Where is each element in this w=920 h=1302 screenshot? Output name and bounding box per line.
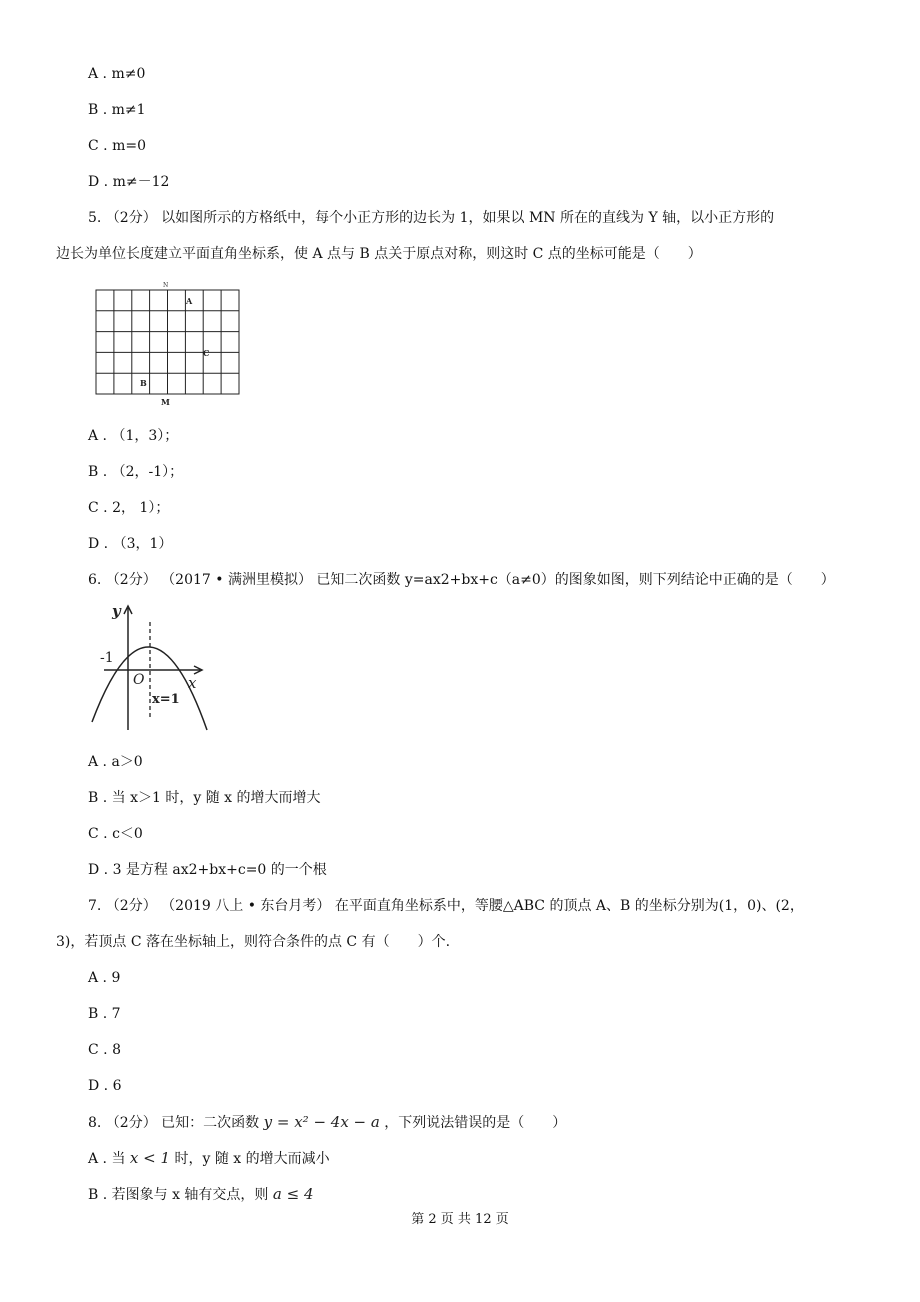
q4-option-d: D . m≠－12 [88, 174, 170, 190]
q7-option-d: D . 6 [88, 1078, 122, 1094]
label-origin: O [133, 672, 145, 688]
q8-option-a-prefix: A . 当 [88, 1151, 126, 1167]
q7-option-b: B . 7 [88, 1006, 121, 1022]
q8-option-b-formula: a ≤ 4 [272, 1185, 314, 1203]
q8-stem-prefix: 8. （2分） 已知：二次函数 [88, 1115, 260, 1131]
q4-option-b: B . m≠1 [88, 102, 146, 118]
q7-option-a: A . 9 [88, 970, 121, 986]
label-axis-x1: x=1 [152, 692, 180, 707]
q7-option-c: C . 8 [88, 1042, 121, 1058]
q5-option-c: C . 2， 1）； [88, 500, 170, 516]
q8-formula: y = x² − 4x − a [263, 1113, 380, 1131]
grid-lines [96, 290, 239, 394]
q8-option-a-suffix: 时，y 随 x 的增大而减小 [174, 1151, 330, 1167]
grid-label-n: N [163, 282, 169, 289]
q5-grid-figure [90, 282, 245, 410]
q6-option-b: B . 当 x＞1 时，y 随 x 的增大而增大 [88, 790, 321, 806]
q7-stem-line2: 3)，若顶点 C 落在坐标轴上，则符合条件的点 C 有（ ）个. [56, 934, 451, 950]
grid-label-c: C [203, 348, 210, 358]
label-y: y [112, 602, 121, 620]
q7-stem-line1: 7. （2分） （2019 八上 • 东台月考） 在平面直角坐标系中，等腰△ABC 的顶点 A、B 的坐标分别为(1，0)、(2， [88, 898, 804, 914]
q5-option-b: B . （2，-1）； [88, 464, 184, 480]
q6-option-a: A . a＞0 [88, 754, 143, 770]
q6-stem-line1: 6. （2分） （2017 • 满洲里模拟） 已知二次函数 y=ax2+bx+c（a≠0）的图象如图，则下列结论中正确的是（ ） [88, 572, 835, 588]
q5-stem-line2: 边长为单位长度建立平面直角坐标系，使 A 点与 B 点关于原点对称，则这时 C 点的坐标可能是（ ） [56, 246, 702, 262]
q8-option-a [88, 1148, 330, 1169]
page-footer: 第 2 页 共 12 页 [411, 1212, 509, 1227]
q4-option-a: A . m≠0 [88, 66, 146, 82]
q6-parabola-figure [86, 600, 216, 735]
q8-option-b [88, 1184, 313, 1205]
grid-label-m: M [161, 397, 170, 407]
q4-option-c: C . m=0 [88, 138, 146, 154]
q8-option-b-prefix: B . 若图象与 x 轴有交点，则 [88, 1187, 269, 1203]
q6-option-d: D . 3 是方程 ax2+bx+c=0 的一个根 [88, 862, 327, 878]
q5-option-a: A . （1，3）； [88, 428, 179, 444]
label-neg1: -1 [100, 650, 114, 666]
q5-option-d: D . （3，1） [88, 536, 173, 552]
q6-option-c: C . c＜0 [88, 826, 143, 842]
label-x: x [188, 674, 197, 692]
q8-option-a-formula: x < 1 [129, 1149, 171, 1167]
q8-stem [88, 1112, 566, 1133]
grid-label-a: A [186, 296, 193, 306]
q5-stem-line1: 5. （2分） 以如图所示的方格纸中，每个小正方形的边长为 1，如果以 MN 所在的直线为 Y 轴，以小正方形的 [88, 210, 775, 226]
q8-stem-suffix: ，下列说法错误的是（ ） [384, 1115, 567, 1131]
grid-label-b: B [140, 378, 147, 388]
